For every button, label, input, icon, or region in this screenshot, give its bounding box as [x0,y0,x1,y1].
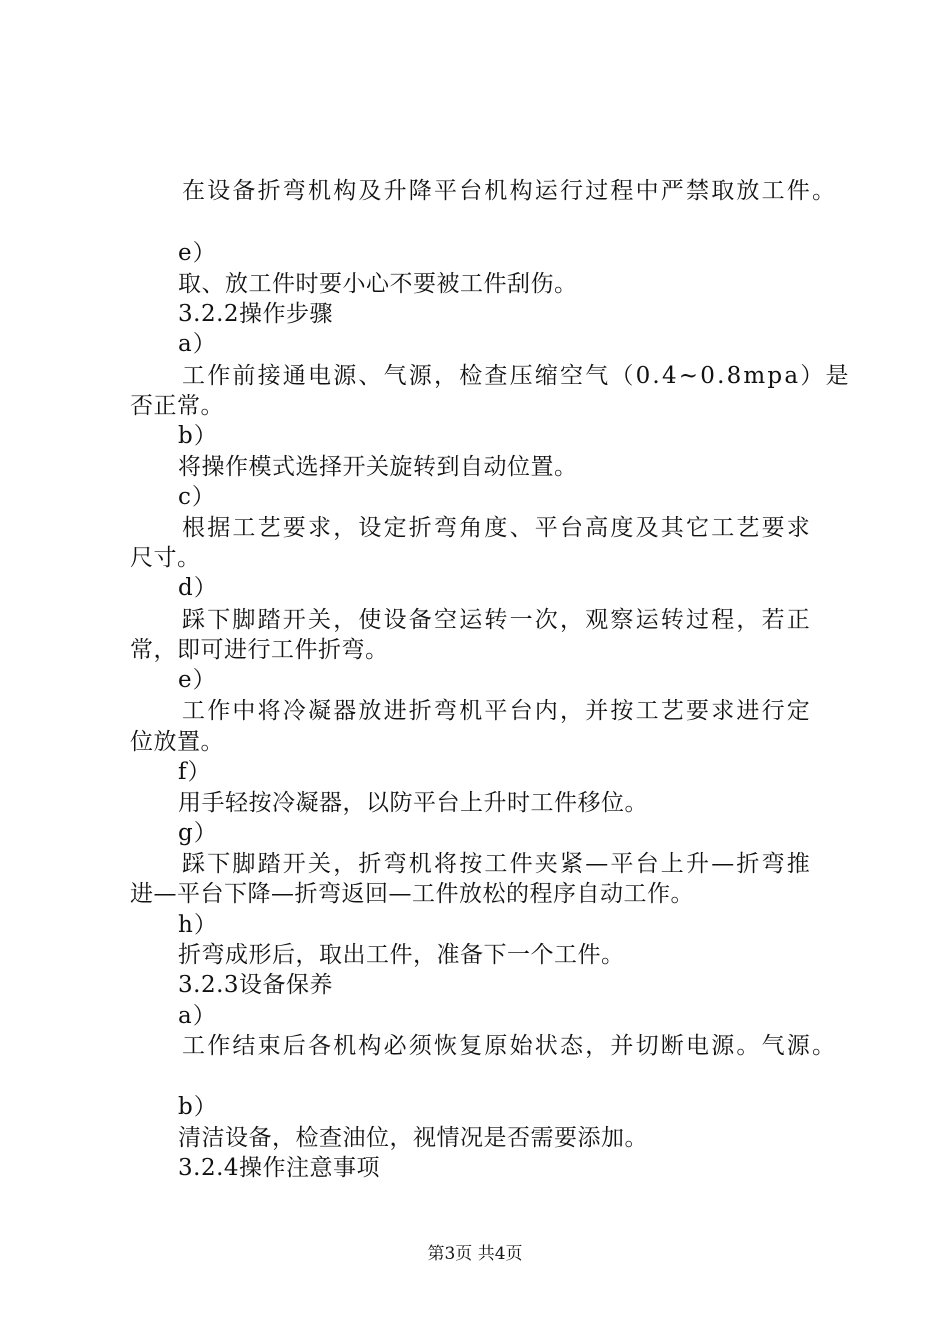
item-label: e） [178,667,217,693]
text-line: 用手轻按冷凝器，以防平台上升时工件移位。 [178,790,648,816]
item-label: c） [178,484,216,510]
text-line: 否正常。 [130,393,224,419]
item-label: b） [178,423,218,449]
text-line: 工作结束后各机构必须恢复原始状态，并切断电源。气源。 [182,1033,838,1059]
text-line: 进—平台下降—折弯返回—工件放松的程序自动工作。 [130,881,694,907]
item-label: b） [178,1094,218,1120]
item-label: f） [178,759,212,785]
text-line: 将操作模式选择开关旋转到自动位置。 [178,454,578,480]
item-label: a） [178,1003,217,1029]
text-line: 尺寸。 [130,545,201,571]
text-line: 折弯成形后，取出工件，准备下一个工件。 [178,942,625,968]
item-label: a） [178,331,217,357]
section-heading: 3.2.3设备保养 [178,972,334,998]
page-footer: 第3页 共4页 [427,1244,523,1264]
item-label: h） [178,912,218,938]
text-line: 踩下脚踏开关，折弯机将按工件夹紧—平台上升—折弯推 [182,851,812,877]
section-heading: 3.2.2操作步骤 [178,301,334,327]
item-label: d） [178,575,218,601]
text-line: 工作中将冷凝器放进折弯机平台内，并按工艺要求进行定 [182,698,812,724]
section-heading: 3.2.4操作注意事项 [178,1155,381,1181]
text-line: 取、放工件时要小心不要被工件刮伤。 [178,271,578,297]
text-line: 工作前接通电源、气源，检查压缩空气（0.4~0.8mpa）是 [182,363,851,389]
item-label: e） [178,240,217,266]
text-line: 踩下脚踏开关，使设备空运转一次，观察运转过程，若正 [182,607,812,633]
text-line: 根据工艺要求，设定折弯角度、平台高度及其它工艺要求 [182,515,812,541]
text-line: 常，即可进行工件折弯。 [130,637,389,663]
item-label: g） [178,820,218,846]
text-line: 在设备折弯机构及升降平台机构运行过程中严禁取放工件。 [182,178,838,204]
text-line: 清洁设备，检查油位，视情况是否需要添加。 [178,1125,648,1151]
text-line: 位放置。 [130,729,224,755]
